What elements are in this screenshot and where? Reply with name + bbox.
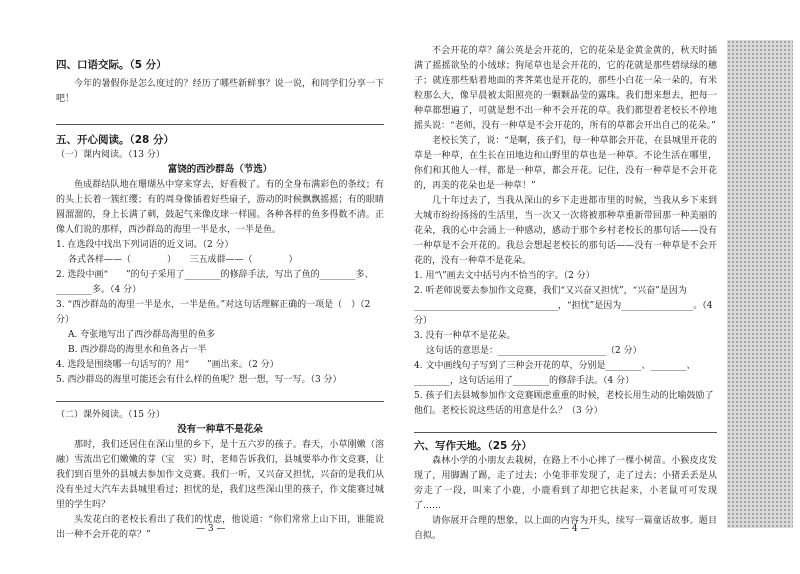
reading-2-paragraph-3: 不会开花的草？蒲公英是会开花的，它的花朵是金黄金黄的，秋天时插满了摇摇欲坠的小绒球；狗尾草也是会开花的，它的花就是那些碧绿绿的穗子；就连那些贴着地面的荠荠菜也是开花的，那些小白花一朵一朵的，有米粒那么大，像早晨被太阳照亮的一颗颗晶莹的露珠。我们想来想去，把每一种草都想遍了，可就是想不出一种不会开花的草。我们都望着老校长不停地摇头说：“老师，没有一种草是不会开花的，所有的草都会开出自己的花朵。” (414, 46, 717, 131)
question-r2-2[interactable]: 2. 听老师说要去参加作文竞赛，我们“又兴奋又担忧”，“兴奋”是因为________________________________，“担忧”是因为________________。（4 分） (414, 286, 713, 326)
page-number-left: — 3 — (196, 524, 226, 534)
section-5-title: 五、开心阅读。（28 分） (56, 134, 175, 146)
binding-strip (727, 40, 793, 528)
reading-2-paragraph-2: 头发花白的老校长看出了我们的忧虑，他说道：“你们常常上山下田，谁能说出一种不会开花的草？” (56, 515, 384, 540)
answer-line[interactable] (56, 388, 384, 402)
section-4-title: 四、口语交际。（5 分） (56, 59, 167, 71)
section-6-title: 六、写作天地。（25 分） (414, 440, 533, 452)
section-4-prompt: 今年的暑假你是怎么度过的？经历了哪些新鲜事？说一说，和同学们分享一下吧！ (56, 79, 384, 104)
question-r2-1[interactable]: 1. 用“\”画去文中括号内不恰当的字。（2 分） (414, 271, 595, 281)
question-r2-4[interactable]: 4. 文中画线句子写到了三种会开花的草，分别是________、________、________，这句话运用了________的修辞手法。（4 分） (414, 361, 696, 386)
section-6-instruction: 请你展开合理的想象，以上面的内容为开头，续写一篇童话故事。题目自拟。 (414, 516, 717, 541)
question-r2-3: 3. 没有一种草不是花朵。 (414, 331, 516, 341)
reading-2-paragraph-4: 老校长笑了，说：“是啊，孩子们，每一种草都会开花，在县城里开花的草是一种草，在生长在田地边和山野里的草也是一种草。不论生活在哪里，你们和其他人一样，都是一种草，都会开花。记住，没有一种草是不会开花的，再美的花朵也是一种草！” (414, 136, 717, 191)
reading-1-passage: 鱼成群结队地在珊瑚丛中穿来穿去，好看极了。有的全身布满彩色的条纹；有的头上长着一簇红缨；有的周身像插着好些扇子，游动的时候飘飘摇摇；有的眼睛圆溜溜的，身上长满了刺，鼓起气来像皮球一样圆。各种各样的鱼多得数不清。正像人们说的那样，西沙群岛的海里一半是水，一半是鱼。 (56, 180, 384, 235)
right-page (400, 0, 725, 574)
question-3-option-a: A. 夸张地写出了西沙群岛海里的鱼多 (68, 330, 216, 340)
question-3-option-b: B. 西沙群岛的海里水和鱼各占一半 (68, 345, 207, 355)
question-4: 4. 选段是围绕哪一句话写的？用“ ”画出来。（2 分） (56, 360, 279, 370)
reading-2-paragraph-5: 几十年过去了，当我从深山的乡下走进都市里的时候，当我从乡下来到大城市纷纷扬扬的生活里，当一次又一次将被那种草重新带回那一种美丽的花朵，我的心中会涌上一种感动，感动于那个乡村老校长的那句话——没有一种草是不会开花的。我总会想起老校长的那句话——没有一种草是不会开花的，没有一种草不是花朵。 (414, 196, 717, 266)
page-number-right: — 4 — (560, 524, 590, 534)
question-r2-3-answer[interactable]: 这句话的意思是：________________________（2 分） (426, 346, 642, 356)
answer-line[interactable] (414, 419, 717, 433)
answer-line[interactable] (56, 111, 384, 125)
question-5: 5. 西沙群岛的海里可能还会有什么样的鱼呢？想一想，写一写。（3 分） (56, 375, 342, 385)
question-2[interactable]: 2. 选段中画“ ”的句子采用了________的修辞手法，写出了鱼的________多、________多。（4 分） (56, 270, 374, 295)
section-6-prompt: 森林小学的小朋友去栽树，在路上不小心摔了一棵小树苗。小猴皮皮发现了，用脚踢了踢，走了过去；小兔菲菲发现了，走了过去；小猪丢丢是从旁走了一段，叫来了小鹿，小鹿看到了却把它扶起来，小老鼠可可发现了…… (414, 456, 717, 511)
reading-1-subtitle: （一）课内阅读。（13 分） (56, 150, 165, 160)
question-3[interactable]: 3. “西沙群岛的海里一半是水，一半是鱼。”对这句话理解正确的一项是（ ）（2 分） (56, 300, 371, 325)
reading-1-title: 富饶的西沙群岛（节选） (167, 164, 273, 175)
reading-2-subtitle: （二）课外阅读。（15 分） (56, 410, 165, 420)
question-1: 1. 在选段中找出下列词语的近义词。（2 分） (56, 240, 234, 250)
question-1-options[interactable]: 各式各样——（ ） 三五成群——（ ） (68, 255, 298, 265)
question-r2-5: 5. 孩子们去县城参加作文竞赛顾虑重重的时候，老校长用生动的比喻鼓励了他们。老校长说这些话的用意是什么？（3 分） (414, 391, 714, 416)
reading-2-title: 没有一种草不是花朵 (177, 424, 263, 435)
reading-2-paragraph-1: 那时，我们还居住在深山里的乡下，是十五六岁的孩子。春天，小草刚嫩（溶 融）雪流出它们嫩嫩的芽（宝 实）时，老师告诉我们，县城要举办作文竞赛，让我们到百里外的县城去参加作文竞赛。我们一听，又兴奋又担忧，兴奋的是我们从没有坐过大汽车去县城里看过；担忧的是，我们这些深山里的孩子，作文能赛过城里的学生吗？ (56, 440, 394, 510)
